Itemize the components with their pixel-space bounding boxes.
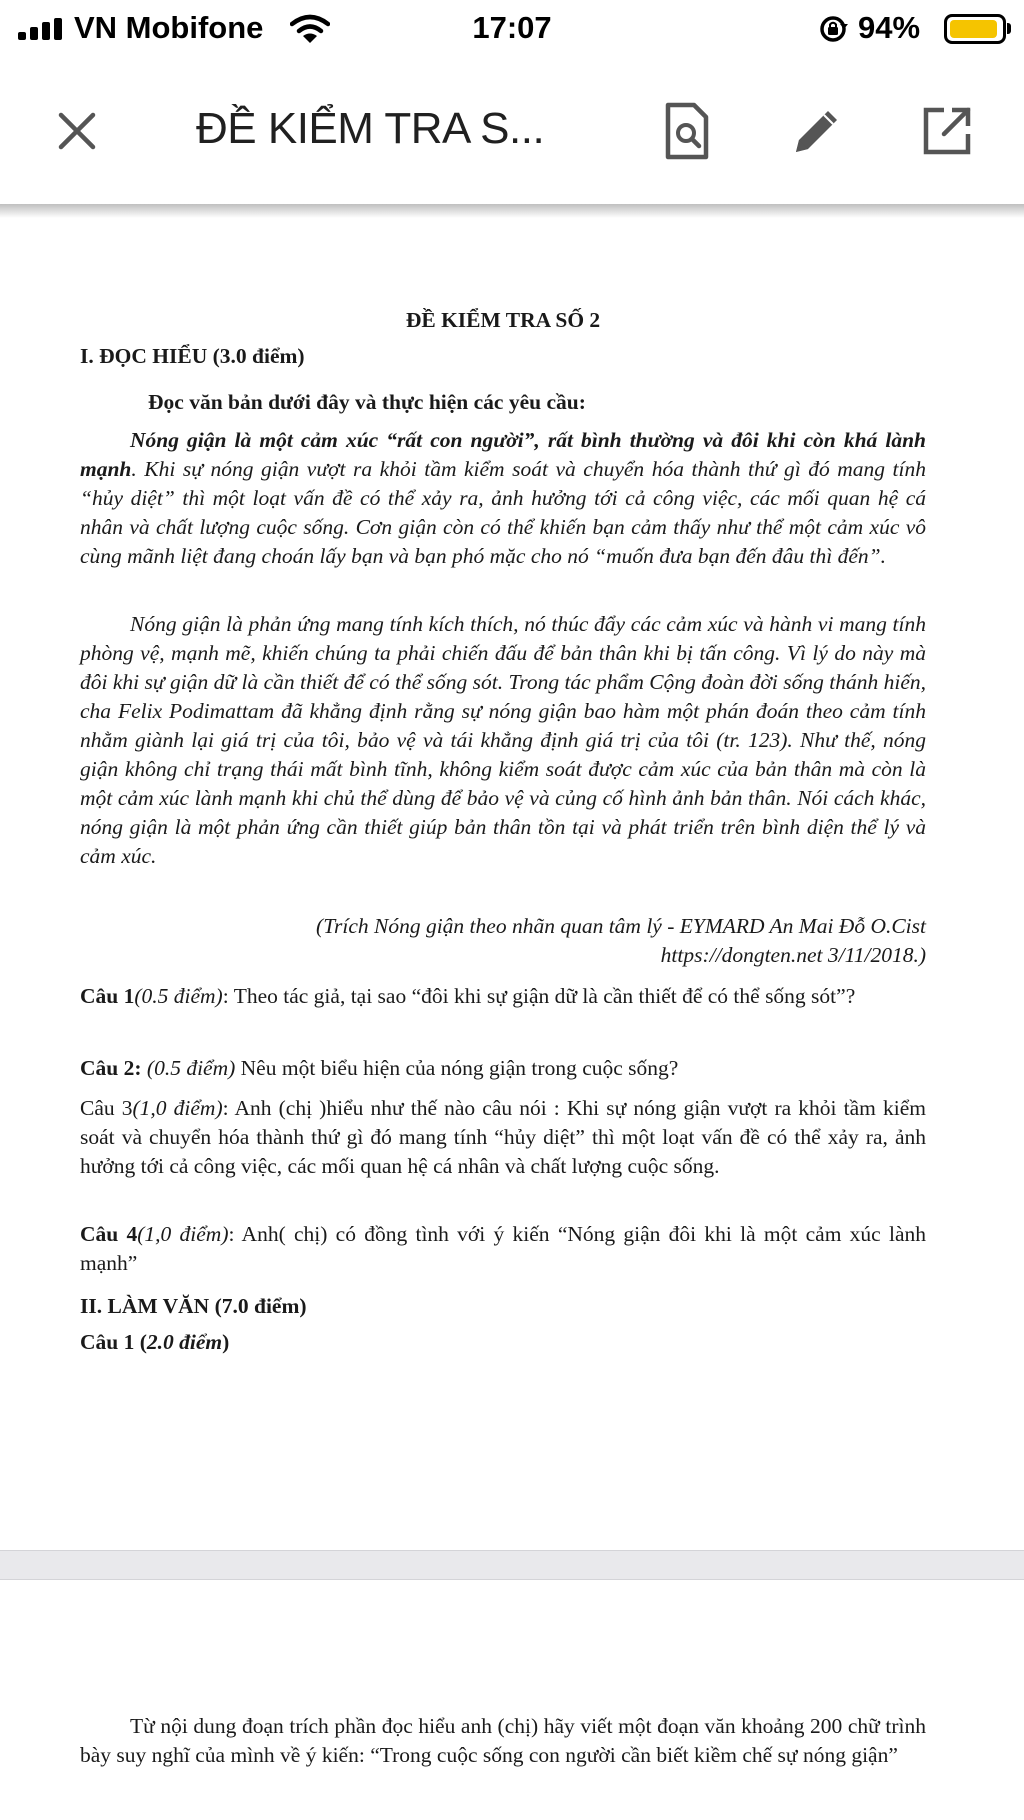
toolbar-shadow xyxy=(0,204,1024,218)
question-2-label: Câu 2: xyxy=(80,1056,142,1080)
question-3 xyxy=(80,1094,926,1181)
pencil-icon xyxy=(790,104,844,158)
question-4-label: Câu 4 xyxy=(80,1222,138,1246)
section-writing: II. LÀM VĂN (7.0 điểm) xyxy=(80,1294,307,1318)
question-3-points: (1,0 điểm) xyxy=(132,1096,223,1120)
source-citation-line2: https://dongten.net 3/11/2018.) xyxy=(660,943,926,967)
rotation-lock-icon xyxy=(818,14,848,44)
close-button[interactable] xyxy=(42,96,112,166)
essay-question-1-label: Câu 1 ( xyxy=(80,1330,147,1354)
question-4 xyxy=(80,1220,926,1278)
passage-paragraph-2: Nóng giận là phản ứng mang tính kích thích, nó thúc đẩy các cảm xúc và hành vi mang tính phòng vệ, mạnh mẽ, khiến chúng ta phải chiến đấu để bản thân khi bị tấn công. Vì lý do này mà đôi khi sự giận dữ là cần thiết để có thể sống sót. Trong tác phẩm Cộng đoàn đời sống thánh hiến, cha Felix Podimattam đã khẳng định rằng sự nóng giận bao hàm một phán đoán theo cảm tính nhằm giành lại giá trị của tôi, bảo vệ và tái khẳng định giá trị của tôi (tr. 123). Như thế, nóng giận không chỉ trạng thái mất bình tĩnh, không kiểm soát được cảm xúc của bản thân mà còn là một cảm xúc lành mạnh khi chủ thể dùng để bảo vệ và củng cố hình ảnh bản thân. Nói cách khác, nóng giận là một phản ứng cần thiết giúp bản thân tồn tại và phát triển trên bình diện thể lý và cảm xúc. xyxy=(80,612,926,868)
document-page-2 xyxy=(0,1580,1024,1820)
essay-prompt-paragraph: Từ nội dung đoạn trích phần đọc hiểu anh (chị) hãy viết một đoạn văn khoảng 200 chữ trình bày suy nghĩ của mình về ý kiến: “Trong cuộc sống con người cần biết kiềm chế sự nóng giận” xyxy=(80,1714,926,1767)
question-4-text: : Anh( chị) có đồng tình với ý kiến “Nóng giận đôi khi là một cảm xúc lành mạnh” xyxy=(80,1222,926,1275)
battery-tip xyxy=(1007,23,1011,34)
question-1-text: : Theo tác giả, tại sao “đôi khi sự giận dữ là cần thiết để có thể sống sót”? xyxy=(222,984,856,1008)
battery-level xyxy=(950,20,997,38)
exam-title: ĐỀ KIỂM TRA SỐ 2 xyxy=(405,308,601,332)
question-2-text: Nêu một biểu hiện của nóng giận trong cuộc sống? xyxy=(235,1056,679,1080)
question-2-points: (0.5 điểm) xyxy=(141,1056,236,1080)
section-reading: I. ĐỌC HIỂU (3.0 điểm) xyxy=(80,344,305,368)
document-toolbar xyxy=(0,56,1024,208)
document-title: ĐỀ KIỂM TRA S... xyxy=(196,104,545,153)
close-icon xyxy=(55,109,99,153)
question-3-text: : Anh (chị )hiểu như thế nào câu nói : Khi sự nóng giận vượt ra khỏi tầm kiểm soát và chuyển hóa thành thứ gì đó mang tính “hủy diệt” thì một loạt vấn đề có thể xảy ra, ảnh hưởng tới cả công việc, các mối quan hệ cá nhân và chất lượng cuộc sống. xyxy=(80,1096,926,1178)
passage-paragraph-1 xyxy=(80,426,926,571)
question-1 xyxy=(80,982,926,1011)
passage-paragraph-1-rest: . Khi sự nóng giận vượt ra khỏi tầm kiểm soát và chuyển hóa thành thứ gì đó mang tính “hủy diệt” thì một loạt vấn đề có thể xảy ra, ảnh hưởng tới cả công việc, các mối quan hệ cá nhân và chất lượng cuộc sống. Cơn giận còn có thể khiến bạn cảm thấy như thể một cảm xúc vô cùng mãnh liệt đang choán lấy bạn và bạn phó mặc cho nó “muốn đưa bạn đến đâu thì đến”. xyxy=(80,457,926,568)
reading-instruction: Đọc văn bản dưới đây và thực hiện các yêu cầu: xyxy=(148,390,586,414)
status-time: 17:07 xyxy=(472,10,552,45)
find-in-document-button[interactable] xyxy=(652,96,722,166)
essay-question-1-points: 2.0 điểm xyxy=(146,1330,223,1354)
source-citation-line1: (Trích Nóng giận theo nhãn quan tâm lý - EYMARD An Mai Đỗ O.Cist xyxy=(316,914,926,938)
essay-question-1-close: ) xyxy=(222,1330,230,1354)
question-1-label: Câu 1 xyxy=(80,984,135,1008)
document-search-icon xyxy=(664,101,710,161)
edit-button[interactable] xyxy=(782,96,852,166)
question-4-points: (1,0 điểm) xyxy=(137,1222,229,1246)
question-1-points: (0.5 điểm) xyxy=(134,984,223,1008)
question-3-label: Câu 3 xyxy=(80,1096,133,1120)
carrier-name: VN Mobifone xyxy=(74,10,264,45)
open-external-icon xyxy=(920,104,974,158)
status-bar xyxy=(0,0,1024,56)
document-page-1 xyxy=(0,218,1024,1550)
question-2 xyxy=(80,1054,926,1083)
open-external-button[interactable] xyxy=(912,96,982,166)
essay-question-1 xyxy=(80,1328,926,1357)
battery-percent: 94% xyxy=(858,10,921,45)
page-separator xyxy=(0,1550,1024,1580)
passage-lead-sentence: Nóng giận là một cảm xúc “rất con người”, rất bình thường và đôi khi còn khá lành mạnh xyxy=(80,428,926,481)
battery-icon xyxy=(944,14,1006,44)
